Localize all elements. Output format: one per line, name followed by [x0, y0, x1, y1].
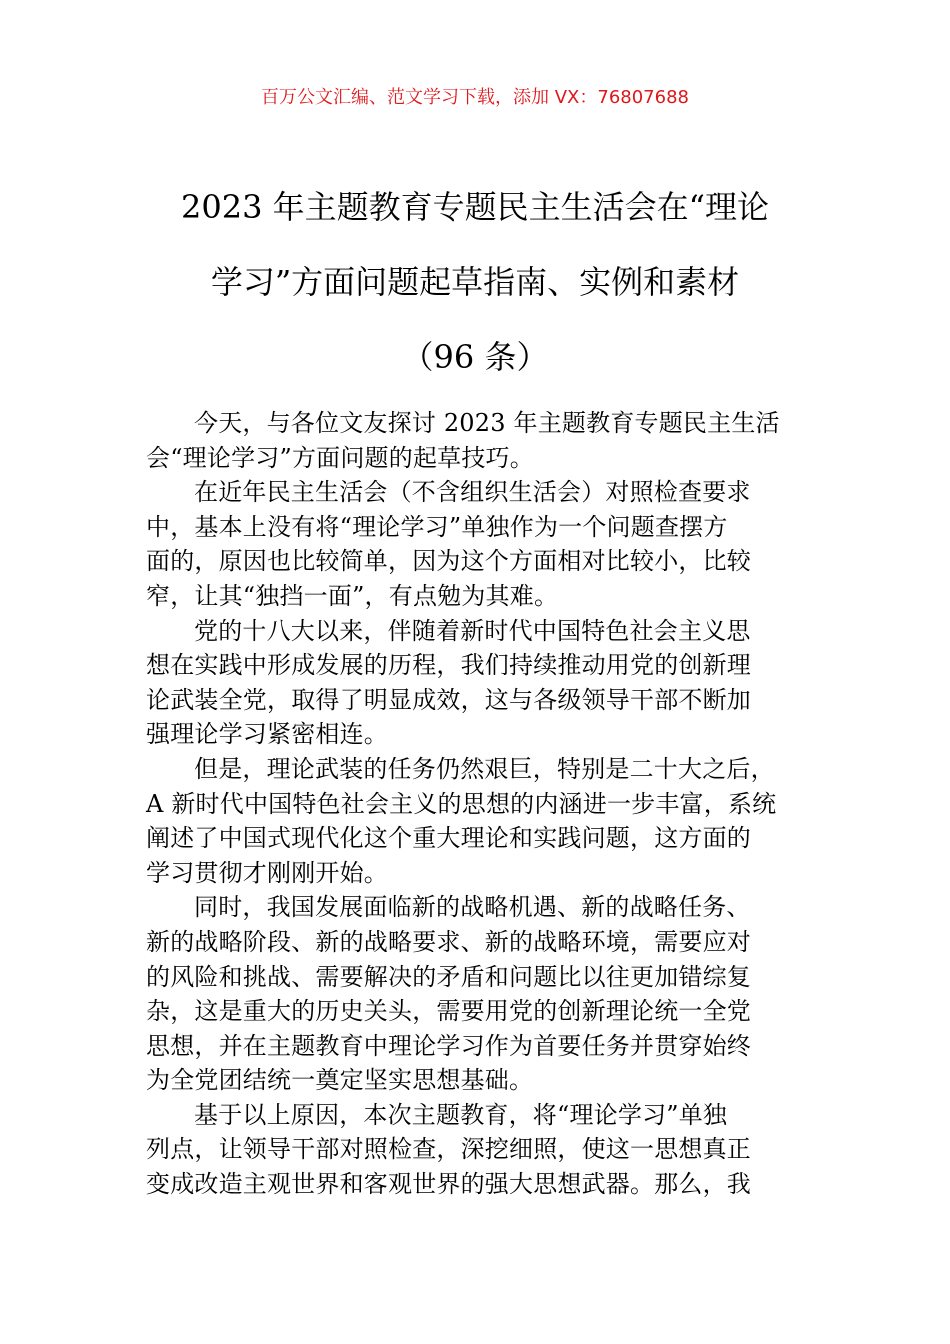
title-line: 2023 年主题教育专题民主生活会在“理论 [181, 188, 769, 226]
body-text-line: 党的十八大以来，伴随着新时代中国特色社会主义思 [194, 616, 751, 645]
title-line: 学习”方面问题起草指南、实例和素材 [210, 263, 740, 301]
header-watermark-note: 百万公文汇编、范文学习下载，添加 VX：76807688 [261, 87, 689, 108]
body-text-line: 为全党团结统一奠定坚实思想基础。 [146, 1066, 534, 1095]
document-title [130, 170, 820, 395]
body-text-line: 新的战略阶段、新的战略要求、新的战略环境，需要应对 [146, 927, 751, 956]
body-text-line: 在近年民主生活会（不含组织生活会）对照检查要求 [194, 478, 751, 507]
body-text-line: 但是，理论武装的任务仍然艰巨，特别是二十大之后， [194, 754, 775, 783]
document-body [146, 406, 810, 1202]
body-text-line: 想在实践中形成发展的历程，我们持续推动用党的创新理 [146, 651, 751, 680]
body-text-line: 基于以上原因，本次主题教育，将“理论学习”单独 [194, 1100, 728, 1129]
body-text-line: 强理论学习紧密相连。 [146, 720, 388, 749]
body-text-line: 同时，我国发展面临新的战略机遇、新的战略任务、 [194, 893, 751, 922]
body-text-line: 中，基本上没有将“理论学习”单独作为一个问题查摆方 [146, 512, 728, 541]
title-line: （96 条） [401, 338, 549, 376]
body-text-line: 窄，让其“独挡一面”，有点勉为其难。 [146, 581, 559, 610]
body-text-line: 今天，与各位文友探讨 2023 年主题教育专题民主生活 [194, 409, 780, 437]
body-text-line: 论武装全党，取得了明显成效，这与各级领导干部不断加 [146, 685, 751, 714]
body-text-line: 杂，这是重大的历史关头，需要用党的创新理论统一全党 [146, 997, 751, 1026]
body-text-line: 变成改造主观世界和客观世界的强大思想武器。那么，我 [146, 1170, 751, 1199]
body-text-line: 列点，让领导干部对照检查，深挖细照，使这一思想真正 [146, 1135, 751, 1164]
body-text-line: 会“理论学习”方面问题的起草技巧。 [146, 443, 534, 472]
body-text-line: 学习贯彻才刚刚开始。 [146, 858, 388, 887]
body-text-line: 的风险和挑战、需要解决的矛盾和问题比以往更加错综复 [146, 962, 751, 991]
body-text-line: A 新时代中国特色社会主义的思想的内涵进一步丰富，系统 [146, 789, 777, 818]
body-text-line: 思想，并在主题教育中理论学习作为首要任务并贯穿始终 [146, 1031, 751, 1060]
body-text-line: 阐述了中国式现代化这个重大理论和实践问题，这方面的 [146, 824, 751, 853]
body-text-line: 面的，原因也比较简单，因为这个方面相对比较小，比较 [146, 547, 751, 576]
